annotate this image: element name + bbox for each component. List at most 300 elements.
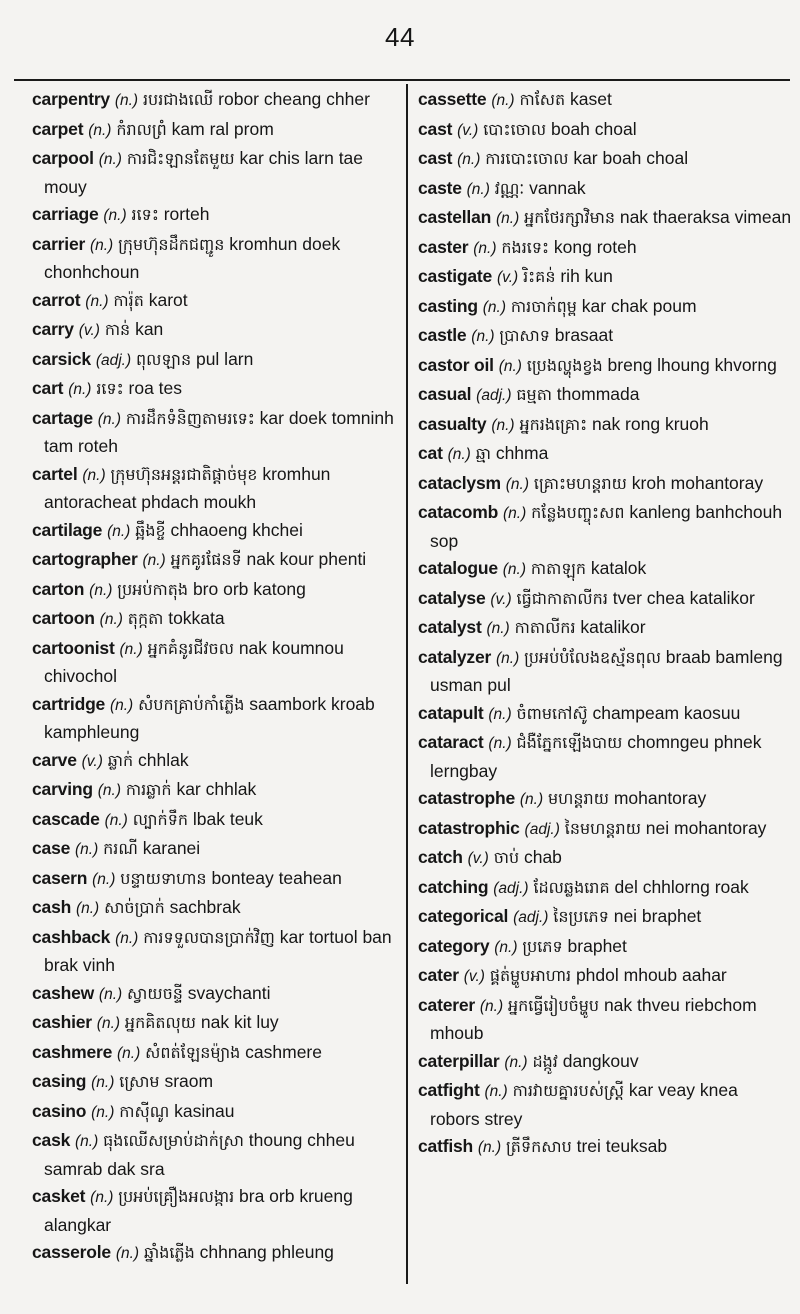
entry-part-of-speech: (n.) — [486, 620, 510, 637]
entry-romanization: nak koumnou chivochol — [44, 637, 344, 686]
entry-romanization: mohantoray — [613, 788, 707, 808]
entry-khmer-translation: ប្រអប់បំលែងឧស្ម័នពុល — [524, 647, 661, 667]
entry-romanization: kanleng banhchouh sop — [430, 502, 783, 551]
entry-romanization: kar tortuol ban brak vinh — [44, 926, 392, 975]
dictionary-entry — [418, 644, 792, 699]
entry-khmer-translation: ដែលឆ្លងរោគ — [533, 877, 610, 897]
entry-part-of-speech: (n.) — [447, 446, 471, 463]
dictionary-entry — [32, 86, 404, 115]
entry-headword: casserole — [32, 1242, 111, 1262]
entry-headword: castle — [418, 325, 467, 345]
entry-headword: caterer — [418, 994, 475, 1015]
entry-part-of-speech: (adj.) — [476, 387, 512, 404]
entry-part-of-speech: (n.) — [498, 357, 522, 375]
dictionary-entry — [418, 729, 792, 784]
entry-romanization: nak rong kruoh — [591, 413, 709, 434]
entry-khmer-translation: ការទទួលបានប្រាក់វិញ — [143, 927, 275, 947]
entry-khmer-translation: អ្នកគូរផែនទី — [170, 550, 242, 569]
entry-headword: cast — [418, 118, 453, 139]
entry-part-of-speech: (v.) — [78, 322, 100, 339]
dictionary-entry — [32, 806, 404, 835]
dictionary-entry — [418, 234, 792, 263]
dictionary-entry — [418, 874, 792, 903]
dictionary-entry — [32, 546, 404, 575]
entry-romanization: chhaoeng khchei — [170, 519, 303, 540]
dictionary-entry — [32, 1239, 404, 1268]
entry-khmer-translation: ប្រភេទ — [522, 936, 563, 956]
entry-khmer-translation: ការវាយគ្នារបស់ស្ត្រី — [512, 1081, 624, 1100]
dictionary-entry — [418, 322, 792, 351]
dictionary-entry — [32, 1183, 404, 1238]
entry-headword: cartage — [32, 407, 93, 428]
entry-headword: carsick — [32, 348, 91, 369]
dictionary-entry — [32, 231, 404, 286]
entry-part-of-speech: (n.) — [99, 611, 123, 628]
entry-part-of-speech: (n.) — [494, 938, 518, 956]
dictionary-entry — [32, 894, 404, 923]
entry-khmer-translation: វណ្ណៈ — [494, 178, 525, 198]
entry-romanization: cashmere — [245, 1041, 322, 1062]
dictionary-entry — [418, 86, 792, 115]
entry-part-of-speech: (n.) — [119, 640, 143, 658]
entry-romanization: nak kit luy — [200, 1012, 279, 1032]
entry-headword: casino — [32, 1100, 87, 1121]
entry-khmer-translation: ប្រអប់កាតុង — [117, 579, 189, 599]
entry-romanization: lbak teuk — [192, 808, 263, 829]
entry-romanization: trei teuksab — [576, 1136, 668, 1156]
entry-khmer-translation: ប្រាសាទ — [499, 326, 550, 345]
entry-headword: catfish — [418, 1136, 474, 1156]
entry-headword: catalogue — [418, 558, 498, 578]
entry-romanization: kaset — [570, 89, 612, 109]
entry-part-of-speech: (n.) — [479, 997, 504, 1015]
entry-khmer-translation: កងរទេះ — [501, 237, 550, 257]
entry-headword: carve — [32, 749, 77, 770]
dictionary-entry — [32, 461, 404, 516]
entry-headword: carry — [32, 319, 74, 339]
entry-headword: cashback — [32, 926, 111, 947]
entry-headword: catch — [418, 847, 463, 867]
entry-headword: catapult — [418, 702, 484, 723]
entry-khmer-translation: ដង្កូវ — [532, 1051, 558, 1071]
entry-khmer-translation: បន្ទាយទាហាន — [120, 868, 207, 888]
entry-khmer-translation: ការដឹកទំនិញតាមរទេះ — [125, 408, 255, 428]
entry-romanization: kar chak poum — [581, 295, 697, 316]
entry-headword: caster — [418, 236, 469, 257]
entry-headword: carpentry — [32, 89, 110, 109]
entry-romanization: pul larn — [195, 348, 254, 369]
entry-headword: catalyst — [418, 617, 482, 637]
entry-romanization: sraom — [164, 1071, 214, 1091]
entry-khmer-translation: បោះចោល — [483, 119, 547, 139]
dictionary-entry — [418, 499, 792, 554]
entry-khmer-translation: ល្បាក់ទឹក — [132, 809, 188, 829]
entry-khmer-translation: រទេះ — [131, 205, 159, 224]
entry-romanization: rih kun — [560, 266, 613, 286]
entry-headword: carrier — [32, 233, 86, 254]
entry-part-of-speech: (n.) — [89, 581, 113, 599]
entry-part-of-speech: (n.) — [91, 1103, 115, 1121]
dictionary-entry — [418, 204, 792, 233]
dictionary-entry — [32, 924, 404, 979]
entry-khmer-translation: ការ៉ុត — [113, 290, 144, 310]
entry-part-of-speech: (n.) — [82, 466, 106, 484]
entry-part-of-speech: (n.) — [91, 1074, 115, 1091]
entry-romanization: kasinau — [174, 1100, 235, 1121]
entry-part-of-speech: (n.) — [502, 505, 527, 522]
dictionary-entry — [32, 776, 404, 805]
entry-romanization: kroh mohantoray — [631, 472, 764, 493]
entry-headword: cataclysm — [418, 472, 501, 493]
entry-khmer-translation: ប្រេងល្ហុងខ្វង — [526, 355, 603, 375]
entry-khmer-translation: ធ្វើជាកាតាលីករ — [516, 588, 608, 608]
entry-romanization: robor cheang chher — [218, 89, 370, 109]
entry-part-of-speech: (n.) — [142, 552, 166, 569]
entry-headword: cataract — [418, 732, 484, 752]
entry-headword: cat — [418, 443, 443, 463]
entry-khmer-translation: ឆ្មា — [475, 444, 491, 463]
entry-romanization: kromhun antoracheat phdach moukh — [44, 463, 331, 512]
entry-romanization: nak kour phenti — [246, 549, 367, 569]
entry-headword: cashmere — [32, 1041, 113, 1062]
entry-headword: carriage — [32, 204, 99, 224]
entry-romanization: kar chhlak — [176, 779, 257, 799]
dictionary-entry — [418, 145, 792, 174]
entry-romanization: katalikor — [580, 617, 646, 637]
entry-khmer-translation: កាស៊ីណូ — [119, 1101, 170, 1121]
page-number: 44 — [385, 22, 415, 52]
entry-part-of-speech: (n.) — [68, 381, 92, 398]
entry-headword: casting — [418, 295, 478, 316]
dictionary-entry — [418, 585, 792, 614]
entry-romanization: bonteay teahean — [211, 867, 342, 888]
dictionary-entry — [32, 605, 404, 634]
entry-part-of-speech: (n.) — [75, 1133, 99, 1150]
entry-romanization: katalok — [590, 558, 647, 578]
dictionary-entry — [32, 116, 404, 145]
entry-romanization: thoung chheu samrab dak sra — [44, 1130, 355, 1179]
entry-romanization: kar chis larn tae mouy — [44, 148, 364, 197]
entry-part-of-speech: (n.) — [96, 1015, 121, 1032]
entry-romanization: rorteh — [163, 204, 210, 224]
entry-romanization: chab — [523, 847, 562, 867]
entry-headword: cartridge — [32, 693, 106, 714]
entry-part-of-speech: (n.) — [97, 782, 121, 799]
entry-part-of-speech: (n.) — [104, 811, 128, 829]
entry-part-of-speech: (n.) — [107, 522, 131, 540]
entry-part-of-speech: (v.) — [463, 968, 485, 985]
entry-part-of-speech: (n.) — [505, 475, 529, 493]
entry-headword: catastrophe — [418, 788, 515, 808]
entry-romanization: nak thaeraksa vimean — [619, 207, 792, 227]
entry-part-of-speech: (n.) — [98, 151, 122, 168]
dictionary-entry — [418, 470, 792, 499]
entry-headword: casualty — [418, 413, 487, 434]
entry-khmer-translation: ត្រីទឹកសាប — [506, 1137, 572, 1156]
dictionary-entry — [32, 316, 404, 345]
entry-part-of-speech: (adj.) — [513, 909, 549, 926]
entry-part-of-speech: (n.) — [89, 236, 114, 254]
entry-khmer-translation: ចំពាមកៅស៊ូ — [516, 703, 588, 723]
entry-khmer-translation: ចាប់ — [493, 848, 520, 867]
entry-part-of-speech: (v.) — [467, 850, 489, 867]
dictionary-entry — [32, 635, 404, 690]
entry-headword: categorical — [418, 906, 509, 926]
entry-romanization: nei mohantoray — [645, 817, 767, 838]
entry-headword: cashew — [32, 982, 95, 1003]
entry-part-of-speech: (n.) — [98, 985, 123, 1003]
entry-headword: cartilage — [32, 519, 103, 540]
entry-headword: carrot — [32, 289, 81, 310]
entry-khmer-translation: ការជិះឡានតែមួយ — [126, 149, 235, 168]
entry-khmer-translation: របរជាងឈើ — [142, 90, 214, 109]
header-rule — [14, 79, 790, 81]
entry-headword: carpool — [32, 148, 94, 168]
entry-khmer-translation: ធម្មតា — [516, 385, 552, 404]
entry-part-of-speech: (adj.) — [95, 351, 132, 369]
entry-romanization: breng lhoung khvorng — [607, 354, 777, 375]
entry-romanization: dangkouv — [562, 1050, 639, 1071]
entry-khmer-translation: កន្លែងបញ្ចុះសព — [531, 503, 625, 522]
column-divider — [406, 84, 408, 1284]
entry-part-of-speech: (n.) — [495, 210, 520, 227]
dictionary-entry — [32, 287, 404, 316]
entry-part-of-speech: (n.) — [519, 791, 544, 808]
entry-part-of-speech: (n.) — [473, 239, 497, 257]
entry-part-of-speech: (n.) — [496, 649, 520, 667]
entry-part-of-speech: (n.) — [466, 180, 490, 198]
entry-khmer-translation: ផ្គត់ម្ហូបអាហារ — [489, 966, 572, 985]
entry-romanization: thommada — [556, 384, 640, 404]
entry-romanization: champeam kaosuu — [592, 702, 741, 723]
entry-headword: carton — [32, 578, 85, 599]
entry-romanization: karanei — [142, 838, 201, 858]
entry-romanization: kam ral prom — [171, 118, 274, 139]
entry-romanization: braphet — [567, 935, 627, 956]
entry-romanization: chomngeu phnek lerngbay — [430, 732, 762, 781]
entry-khmer-translation: ក្រុមហ៊ុនដឹកជញ្ជូន — [118, 234, 225, 254]
entry-headword: cartoonist — [32, 637, 115, 658]
entry-khmer-translation: ក្រុមហ៊ុនអន្តរជាតិផ្តាច់មុខ — [110, 464, 258, 484]
entry-headword: catalyzer — [418, 646, 492, 667]
entry-part-of-speech: (n.) — [488, 705, 512, 723]
entry-romanization: vannak — [529, 177, 586, 198]
entry-headword: catfight — [418, 1080, 480, 1100]
dictionary-entry — [418, 411, 792, 440]
entry-romanization: bro orb katong — [192, 578, 306, 599]
right-column — [418, 86, 792, 1163]
entry-khmer-translation: អ្នកថែរក្សាវិមាន — [524, 208, 615, 227]
dictionary-entry — [418, 1048, 792, 1077]
entry-romanization: roa tes — [128, 378, 183, 398]
dictionary-entry — [32, 346, 404, 375]
entry-romanization: saambork kroab kamphleung — [44, 693, 375, 742]
entry-romanization: kar doek tomninh tam roteh — [44, 407, 394, 456]
entry-romanization: kromhun doek chonhchoun — [44, 233, 341, 282]
entry-khmer-translation: ឆ្នាំងភ្លើង — [143, 1243, 195, 1262]
entry-part-of-speech: (n.) — [117, 1044, 141, 1062]
entry-headword: catalyse — [418, 587, 486, 608]
entry-romanization: chhnang phleung — [199, 1242, 334, 1262]
entry-part-of-speech: (adj.) — [524, 820, 560, 838]
dictionary-entry — [32, 145, 404, 200]
entry-headword: cask — [32, 1130, 71, 1150]
dictionary-entry — [418, 785, 792, 814]
entry-khmer-translation: នៃប្រភេទ — [553, 907, 609, 926]
entry-part-of-speech: (n.) — [109, 696, 134, 714]
entry-headword: cater — [418, 965, 459, 985]
entry-part-of-speech: (v.) — [457, 121, 479, 139]
entry-headword: case — [32, 838, 71, 858]
entry-khmer-translation: តុក្កតា — [127, 609, 164, 628]
dictionary-entry — [32, 835, 404, 864]
entry-part-of-speech: (adj.) — [493, 879, 529, 897]
entry-part-of-speech: (v.) — [81, 752, 103, 770]
dictionary-entry — [418, 933, 792, 962]
entry-khmer-translation: កាតាលីករ — [514, 618, 576, 637]
dictionary-entry — [418, 381, 792, 410]
entry-part-of-speech: (n.) — [75, 900, 100, 917]
entry-part-of-speech: (n.) — [488, 735, 512, 752]
entry-headword: casing — [32, 1071, 87, 1091]
entry-part-of-speech: (n.) — [504, 1053, 528, 1071]
dictionary-entry — [418, 440, 792, 469]
entry-khmer-translation: អ្នកគំនូរជីវចល — [147, 638, 234, 658]
entry-khmer-translation: ករណី — [103, 839, 138, 858]
entry-part-of-speech: (n.) — [88, 121, 112, 139]
entry-romanization: boah choal — [550, 118, 637, 139]
left-column — [32, 86, 404, 1269]
entry-part-of-speech: (n.) — [90, 1189, 114, 1206]
entry-headword: cashier — [32, 1012, 92, 1032]
entry-headword: cast — [418, 148, 453, 168]
entry-romanization: svaychanti — [187, 982, 271, 1003]
entry-romanization: chhlak — [138, 749, 189, 770]
entry-part-of-speech: (n.) — [457, 151, 481, 168]
entry-romanization: tver chea katalikor — [612, 587, 755, 608]
entry-part-of-speech: (n.) — [115, 929, 139, 947]
entry-headword: carpet — [32, 118, 84, 139]
dictionary-entry — [32, 1009, 404, 1038]
entry-khmer-translation: អ្នកធ្វើរៀបចំម្ហូប — [507, 995, 600, 1015]
entry-part-of-speech: (n.) — [471, 328, 495, 345]
entry-khmer-translation: ការចាក់ពុម្ព — [510, 296, 577, 316]
entry-khmer-translation: សាច់ប្រាក់ — [104, 898, 165, 917]
entry-part-of-speech: (n.) — [484, 1083, 508, 1100]
entry-headword: cash — [32, 897, 72, 917]
entry-khmer-translation: ប្រអប់គ្រឿងអលង្ការ — [118, 1187, 235, 1206]
dictionary-entry — [418, 263, 792, 292]
dictionary-entry — [32, 747, 404, 776]
entry-part-of-speech: (n.) — [85, 292, 109, 310]
entry-romanization: braab bamleng usman pul — [430, 646, 783, 695]
entry-headword: castor oil — [418, 354, 494, 375]
dictionary-entry — [418, 352, 792, 381]
entry-headword: casual — [418, 384, 472, 404]
entry-part-of-speech: (n.) — [115, 1245, 140, 1262]
entry-khmer-translation: ការឆ្លាក់ — [125, 780, 172, 799]
entry-khmer-translation: ស្វាយចន្ទី — [127, 983, 183, 1003]
entry-romanization: bra orb krueng alangkar — [44, 1186, 353, 1235]
dictionary-entry — [418, 555, 792, 584]
entry-khmer-translation: កំរាលព្រំ — [116, 119, 167, 139]
entry-romanization: del chhlorng roak — [614, 876, 749, 897]
entry-part-of-speech: (n.) — [477, 1139, 502, 1156]
entry-khmer-translation: រិះគន់ — [523, 267, 556, 286]
dictionary-entry — [32, 1098, 404, 1127]
dictionary-entry — [418, 614, 792, 643]
entry-headword: casern — [32, 867, 88, 888]
entry-headword: caterpillar — [418, 1050, 500, 1071]
entry-headword: caste — [418, 177, 462, 198]
entry-khmer-translation: អ្នករងគ្រោះ — [519, 414, 588, 434]
entry-khmer-translation: សំពត់ឡែនម៉្យាង — [145, 1042, 241, 1062]
entry-khmer-translation: ស្រោម — [119, 1072, 160, 1091]
dictionary-entry — [32, 517, 404, 546]
entry-romanization: tokkata — [168, 608, 225, 628]
dictionary-entry — [418, 962, 792, 991]
dictionary-entry — [418, 844, 792, 873]
dictionary-entry — [32, 375, 404, 404]
entry-headword: category — [418, 935, 490, 956]
entry-part-of-speech: (v.) — [490, 590, 512, 608]
entry-part-of-speech: (n.) — [75, 841, 99, 858]
entry-headword: cascade — [32, 808, 100, 829]
entry-headword: cartoon — [32, 608, 95, 628]
entry-khmer-translation: នៃមហន្តរាយ — [564, 818, 641, 838]
entry-romanization: kar veay knea robors strey — [430, 1080, 738, 1129]
dictionary-entry — [418, 992, 792, 1047]
entry-khmer-translation: កាន់ — [104, 320, 131, 339]
dictionary-entry — [418, 175, 792, 204]
dictionary-entry — [418, 903, 792, 932]
entry-part-of-speech: (n.) — [502, 561, 527, 578]
dictionary-entry — [32, 405, 404, 460]
dictionary-entry — [32, 1039, 404, 1068]
entry-headword: catacomb — [418, 502, 499, 522]
entry-part-of-speech: (n.) — [491, 416, 515, 434]
entry-khmer-translation: សំបកគ្រាប់កាំភ្លើង — [138, 694, 245, 714]
entry-headword: castigate — [418, 266, 493, 286]
entry-headword: catastrophic — [418, 817, 520, 838]
entry-khmer-translation: កាសែត — [519, 90, 566, 109]
entry-khmer-translation: មហន្តរាយ — [548, 789, 609, 808]
dictionary-entry — [32, 865, 404, 894]
dictionary-entry — [32, 1068, 404, 1097]
entry-part-of-speech: (v.) — [496, 269, 519, 286]
entry-part-of-speech: (n.) — [491, 92, 515, 109]
dictionary-entry — [32, 691, 404, 746]
dictionary-entry — [32, 576, 404, 605]
entry-khmer-translation: គ្រោះមហន្តរាយ — [533, 473, 627, 493]
entry-part-of-speech: (n.) — [103, 207, 127, 224]
entry-khmer-translation: កាតាឡុក — [530, 559, 586, 578]
dictionary-entry — [418, 1077, 792, 1132]
entry-headword: castellan — [418, 207, 492, 227]
entry-headword: cassette — [418, 89, 487, 109]
entry-part-of-speech: (n.) — [92, 870, 116, 888]
entry-romanization: sachbrak — [169, 897, 241, 917]
entry-romanization: karot — [148, 289, 188, 310]
entry-khmer-translation: ជំងឺភ្នែកឡើងបាយ — [516, 733, 623, 752]
entry-khmer-translation: ធុងឈើសម្រាប់ដាក់ស្រា — [103, 1131, 244, 1150]
dictionary-entry — [32, 1127, 404, 1182]
dictionary-entry — [32, 201, 404, 230]
dictionary-entry — [418, 700, 792, 729]
entry-part-of-speech: (n.) — [97, 410, 121, 428]
dictionary-entry — [418, 1133, 792, 1162]
entry-headword: carving — [32, 779, 93, 799]
